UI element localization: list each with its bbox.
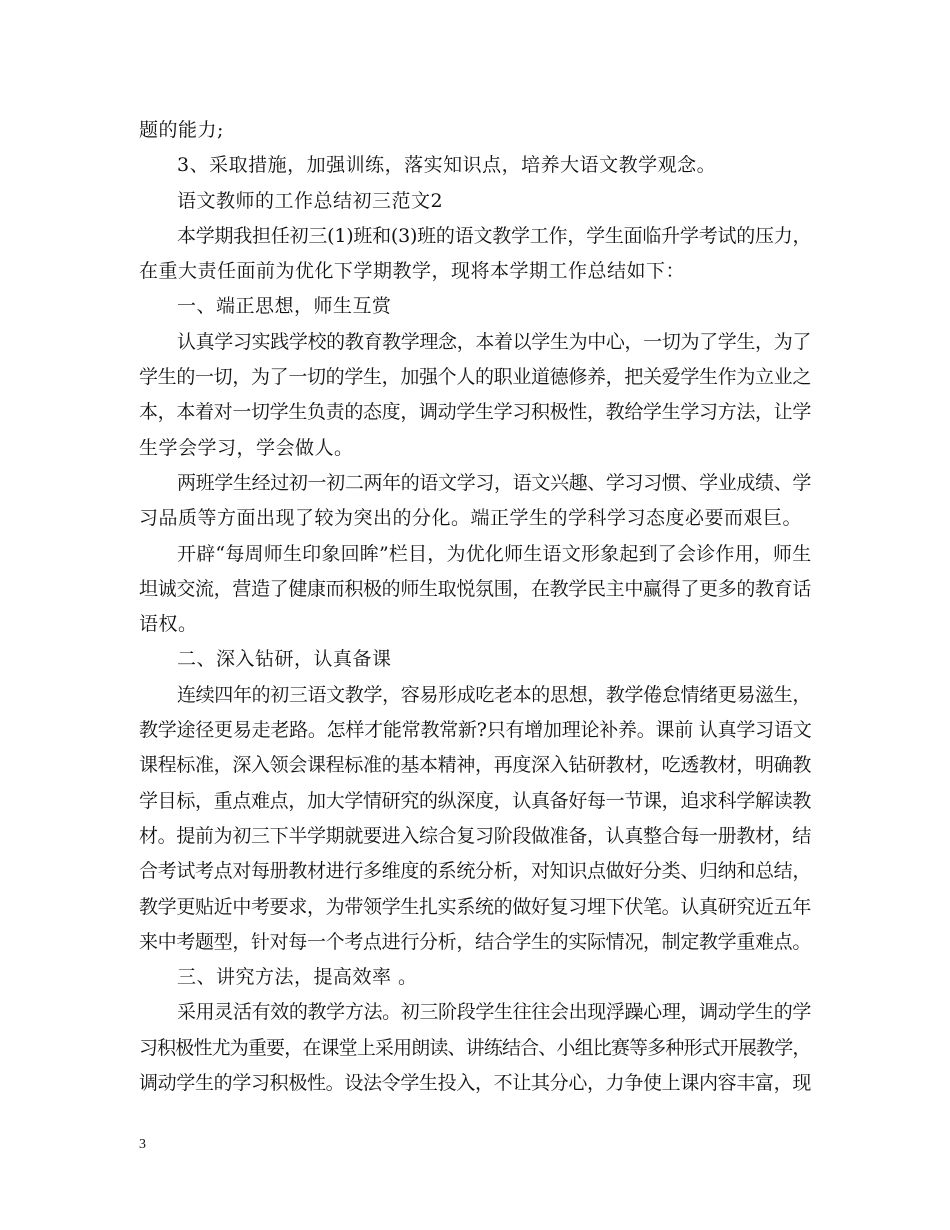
text-line: 材。提前为初三下半学期就要进入综合复习阶段做准备，认真整合每一册教材，结 — [139, 824, 812, 847]
text-line: 学生的一切，为了一切的学生，加强个人的职业道德修养，把关爱学生作为立业之 — [139, 366, 812, 389]
text-line: 语文教师的工作总结初三范文2 — [177, 189, 444, 212]
text-line: 生学会学习，学会做人。 — [139, 436, 354, 459]
page-number: 3 — [139, 1137, 146, 1152]
text-line: 题的能力; — [139, 119, 224, 141]
text-line: 开辟“每周师生印象回眸”栏目，为优化师生语文形象起到了会诊作用，师生 — [177, 542, 812, 565]
text-line: 认真学习实践学校的教育教学理念，本着以学生为中心，一切为了学生，为了 — [177, 330, 812, 353]
text-line: 3、采取措施，加强训练，落实知识点，培养大语文教学观念。 — [177, 154, 717, 177]
document-body — [139, 113, 811, 1101]
text-line: 二、深入钻研，认真备课 — [177, 648, 392, 671]
text-line: 语权。 — [139, 613, 198, 636]
text-line: 三、讲究方法，提高效率 。 — [177, 966, 418, 989]
text-line: 坦诚交流，营造了健康而积极的师生取悦氛围，在教学民主中赢得了更多的教育话 — [139, 577, 812, 600]
text-line: 两班学生经过初一初二两年的语文学习，语文兴趣、学习习惯、学业成绩、学 — [177, 471, 812, 494]
text-line: 来中考题型，针对每一个考点进行分析，结合学生的实际情况，制定教学重难点。 — [139, 930, 812, 953]
text-line: 本学期我担任初三(1)班和(3)班的语文教学工作，学生面临升学考试的压力， — [177, 224, 812, 247]
text-line: 本，本着对一切学生负责的态度，调动学生学习积极性，教给学生学习方法，让学 — [139, 401, 812, 424]
text-line: 连续四年的初三语文教学，容易形成吃老本的思想，教学倦怠情绪更易滋生， — [177, 683, 812, 706]
text-line: 在重大责任面前为优化下学期教学，现将本学期工作总结如下： — [139, 260, 686, 283]
text-line: 习品质等方面出现了较为突出的分化。端正学生的学科学习态度必要而艰巨。 — [139, 507, 803, 530]
text-line: 一、端正思想，师生互赏 — [177, 295, 392, 318]
text-line: 采用灵活有效的教学方法。初三阶段学生往往会出现浮躁心理，调动学生的学 — [177, 1001, 812, 1024]
text-line: 调动学生的学习积极性。设法令学生投入，不让其分心，力争使上课内容丰富，现 — [139, 1072, 812, 1095]
text-line: 学目标，重点难点，加大学情研究的纵深度，认真备好每一节课，追求科学解读教 — [139, 789, 812, 812]
text-line: 习积极性尤为重要，在课堂上采用朗读、讲练结合、小组比赛等多种形式开展教学， — [139, 1036, 811, 1059]
text-line: 课程标准，深入领会课程标准的基本精神，再度深入钻研教材，吃透教材，明确教 — [139, 754, 812, 777]
text-line: 合考试考点对每册教材进行多维度的系统分析，对知识点做好分类、归纳和总结， — [139, 860, 812, 883]
text-line: 教学途径更易走老路。怎样才能常教常新?只有增加理论补养。课前 认真学习语文 — [139, 719, 812, 742]
text-line: 教学更贴近中考要求，为带领学生扎实系统的做好复习埋下伏笔。认真研究近五年 — [139, 895, 812, 918]
